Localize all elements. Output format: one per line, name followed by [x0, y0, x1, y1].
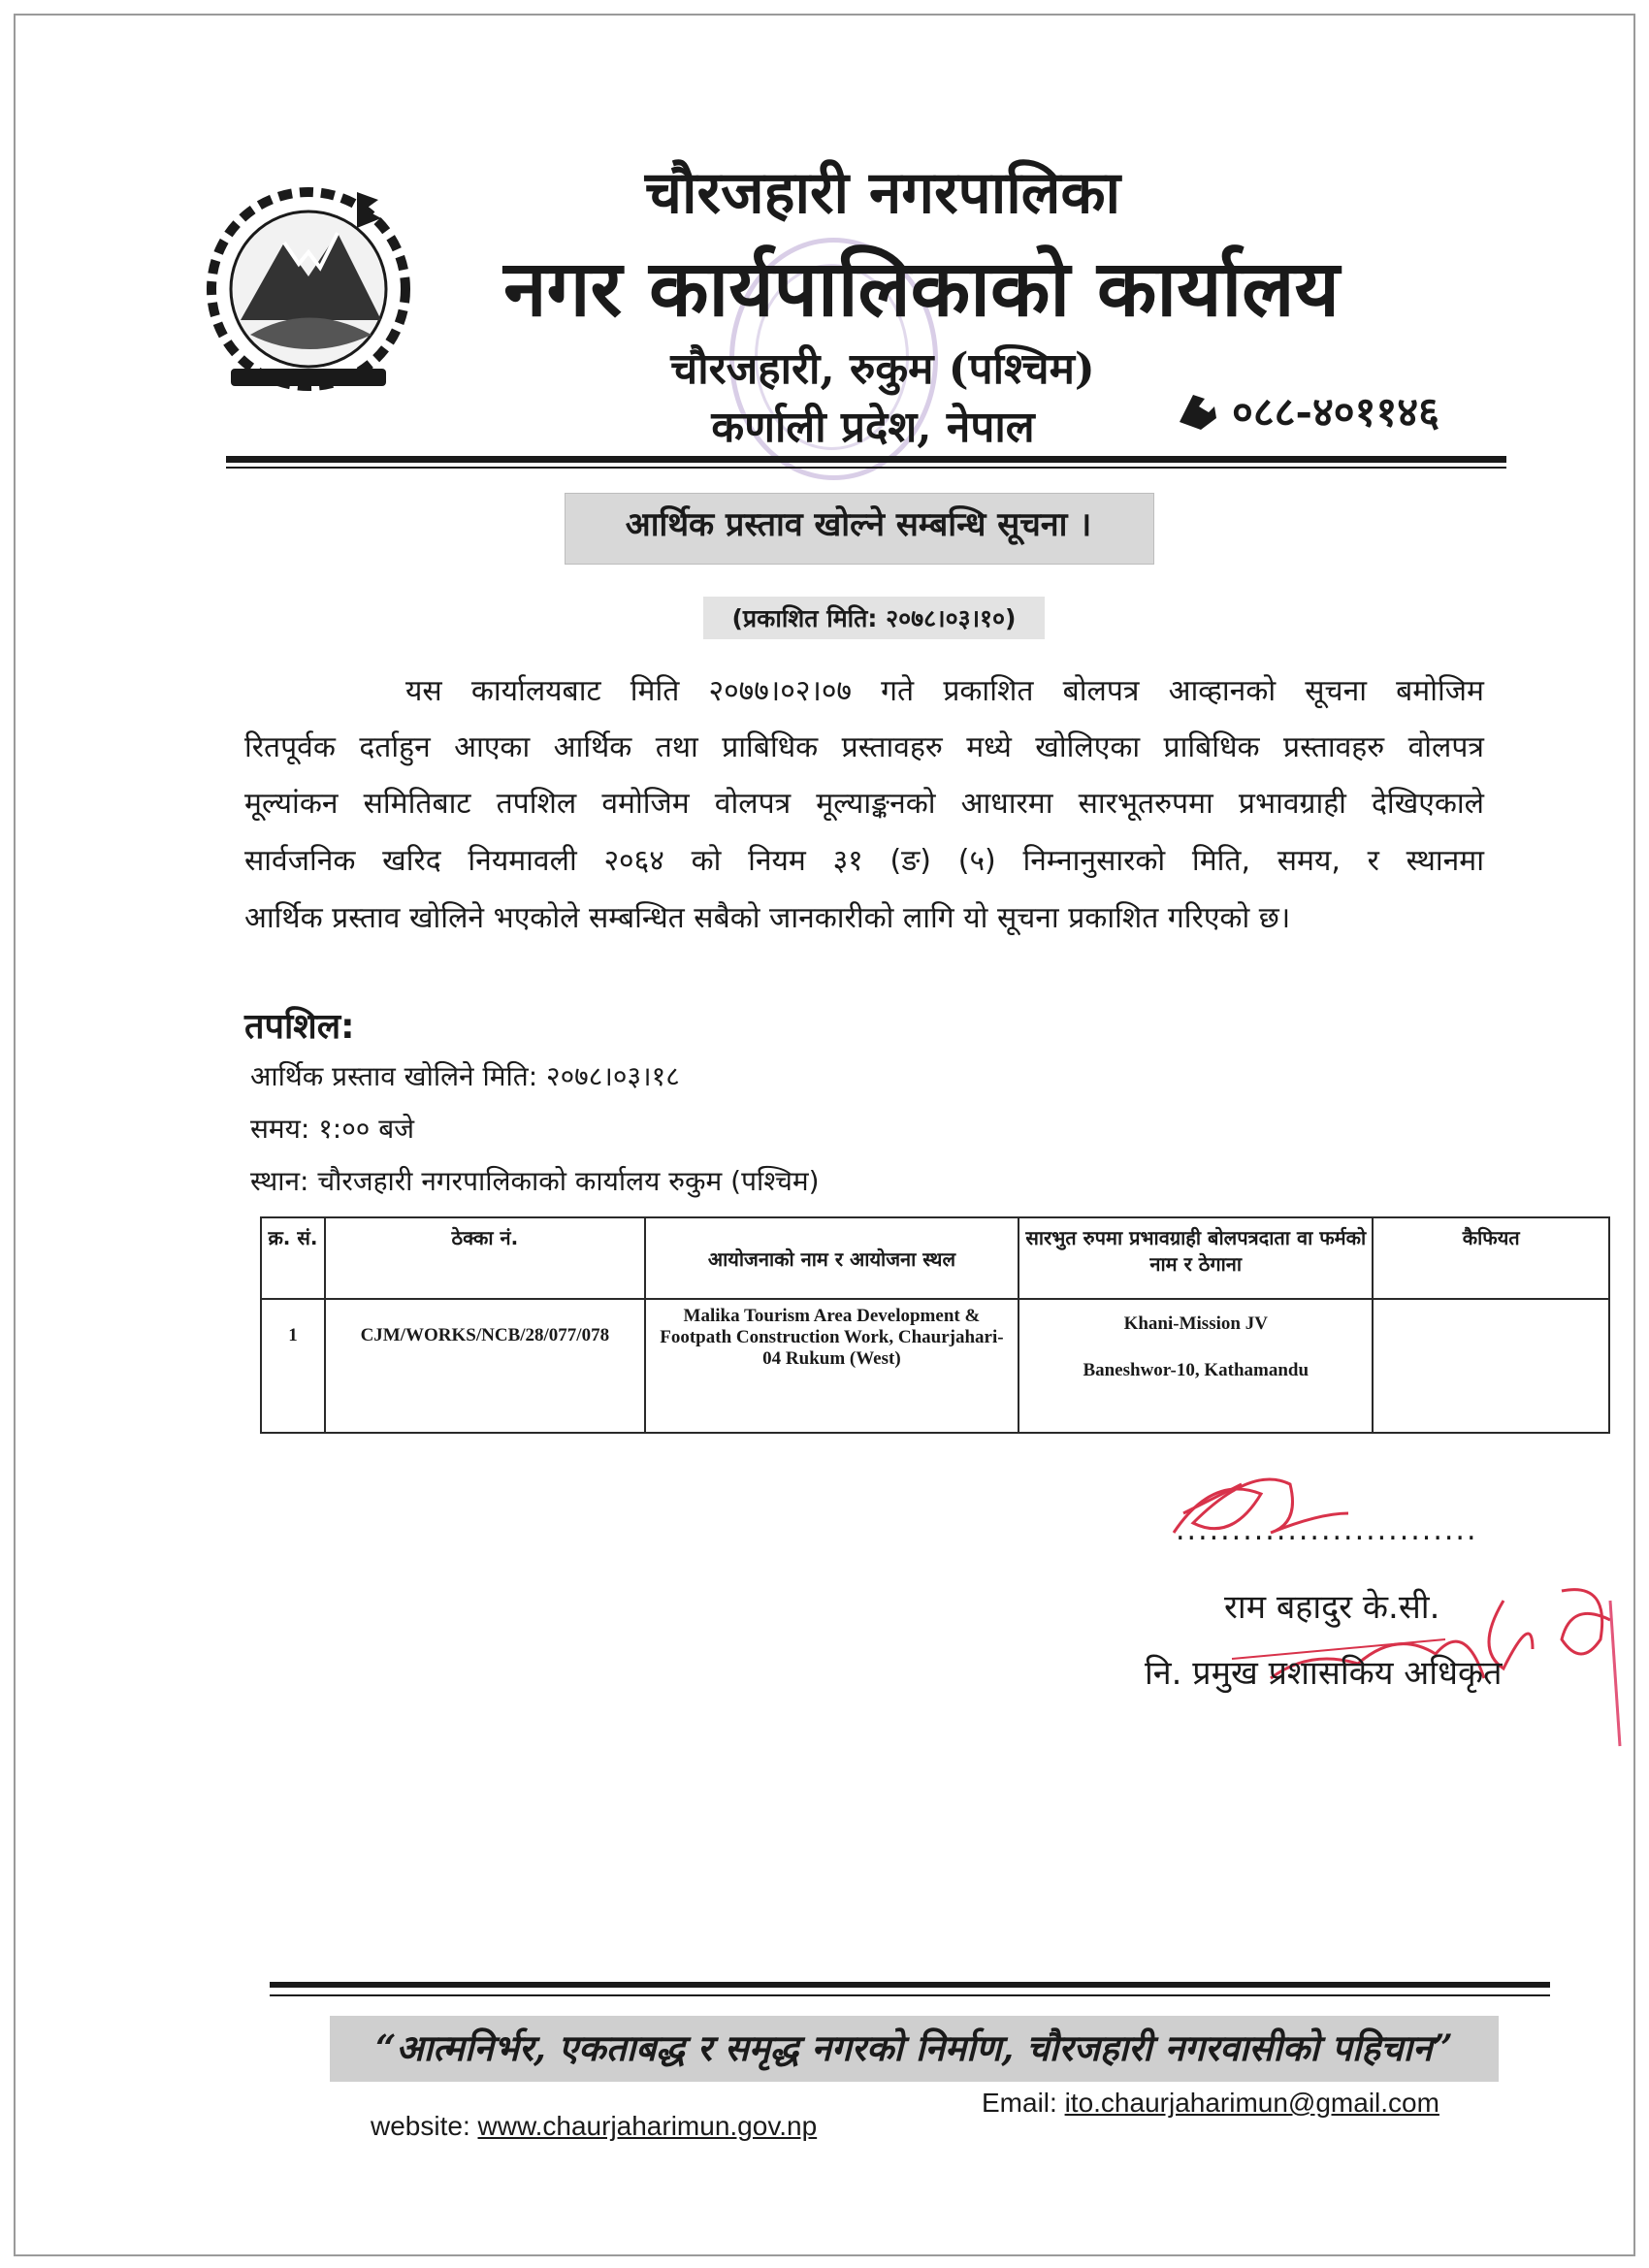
opening-place: स्थान: चौरजहारी नगरपालिकाको कार्यालय रुकुम (पश्चिम): [250, 1165, 820, 1197]
bidder-name: Khani-Mission JV: [1123, 1313, 1268, 1334]
signatory-designation: नि. प्रमुख प्रशासकिय अधिकृत: [1145, 1654, 1503, 1693]
cell-project: Malika Tourism Area Development & Footpath Construction Work, Chaurjahari-04 Rukum (West): [645, 1299, 1018, 1433]
signature-dots: ...........................: [1176, 1513, 1478, 1547]
website-line: [371, 2111, 817, 2142]
website-link[interactable]: www.chaurjaharimun.gov.np: [477, 2111, 818, 2141]
body-line-4: सार्वजनिक खरिद नियमावली २०६४ को नियम ३१ (ङ) (५) निम्नानुसारको मिति, समय, र स्थानमा: [244, 844, 1484, 878]
email-link[interactable]: ito.chaurjaharimun@gmail.com: [1064, 2088, 1439, 2118]
published-date: (प्रकाशित मिति: २०७८।०३।१०): [731, 604, 1017, 632]
table-row: [261, 1299, 1609, 1433]
office-name: नगर कार्यपालिकाको कार्यालय: [503, 243, 1340, 334]
province-line: कर्णाली प्रदेश, नेपाल: [711, 403, 1035, 452]
header-rule-thin: [226, 467, 1506, 469]
cell-remarks: [1373, 1299, 1609, 1433]
email-line: [982, 2088, 1439, 2119]
header-bidder: सारभुत रुपमा प्रभावग्राही बोलपत्रदाता वा फर्मको नाम र ठेगाना: [1018, 1217, 1373, 1299]
signatory-name: राम बहादुर के.सी.: [1224, 1588, 1440, 1627]
body-line-3: मूल्यांकन समितिबाट तपशिल वमोजिम वोलपत्र मूल्याङ्कनको आधारमा सारभूतरुपमा प्रभावग्राही देखिएकाले: [244, 787, 1484, 821]
header-remarks: कैफियत: [1373, 1217, 1609, 1299]
header-project: आयोजनाको नाम र आयोजना स्थल: [645, 1217, 1018, 1299]
footer-rule-thin: [270, 1994, 1550, 1996]
opening-time: समय: १:०० बजे: [250, 1113, 415, 1145]
body-line-5: आर्थिक प्रस्ताव खोलिने भएकोले सम्बन्धित सबैको जानकारीको लागि यो सूचना प्रकाशित गरिएको छ।: [244, 901, 1291, 935]
website-label: website:: [371, 2111, 470, 2141]
office-location: चौरजहारी, रुकुम (पश्चिम): [670, 344, 1095, 394]
email-label: Email:: [982, 2088, 1057, 2118]
header-rule-thick: [226, 456, 1506, 463]
table-header-row: [261, 1217, 1609, 1299]
municipality-motto: “आत्मनिर्भर, एकताबद्ध र समृद्ध नगरको निर्माण, चौरजहारी नगरवासीको पहिचान”: [375, 2026, 1453, 2069]
phone-number-block: [1176, 383, 1439, 438]
details-heading: तपशिल:: [244, 1007, 355, 1047]
municipality-name: चौरजहारी नगरपालिका: [644, 159, 1121, 227]
footer-rule-thick: [270, 1982, 1550, 1988]
cell-sn: 1: [261, 1299, 325, 1433]
cell-bidder: [1018, 1299, 1373, 1433]
bidder-address: Baneshwor-10, Kathamandu: [1083, 1360, 1310, 1380]
bid-table: [260, 1216, 1610, 1434]
telephone-icon: [1176, 389, 1218, 432]
notice-title: आर्थिक प्रस्ताव खोल्ने सम्बन्धि सूचना ।: [625, 505, 1092, 544]
body-line-1: यस कार्यालयबाट मिति २०७७।०२।०७ गते प्रकाशित बोलपत्र आव्हानको सूचना बमोजिम: [405, 674, 1484, 708]
opening-date: आर्थिक प्रस्ताव खोलिने मिति: २०७८।०३।१८: [250, 1060, 680, 1092]
body-line-2: रितपूर्वक दर्ताहुन आएका आर्थिक तथा प्राबिधिक प्रस्तावहरु मध्ये खोलिएका प्राबिधिक प्रस्तावहरु वोलपत्र: [244, 730, 1484, 764]
phone-number: ०८८-४०११४६: [1232, 388, 1439, 436]
header-sn: क्र. सं.: [261, 1217, 325, 1299]
cell-contract-no: CJM/WORKS/NCB/28/077/078: [325, 1299, 645, 1433]
header-contract-no: ठेक्का नं.: [325, 1217, 645, 1299]
